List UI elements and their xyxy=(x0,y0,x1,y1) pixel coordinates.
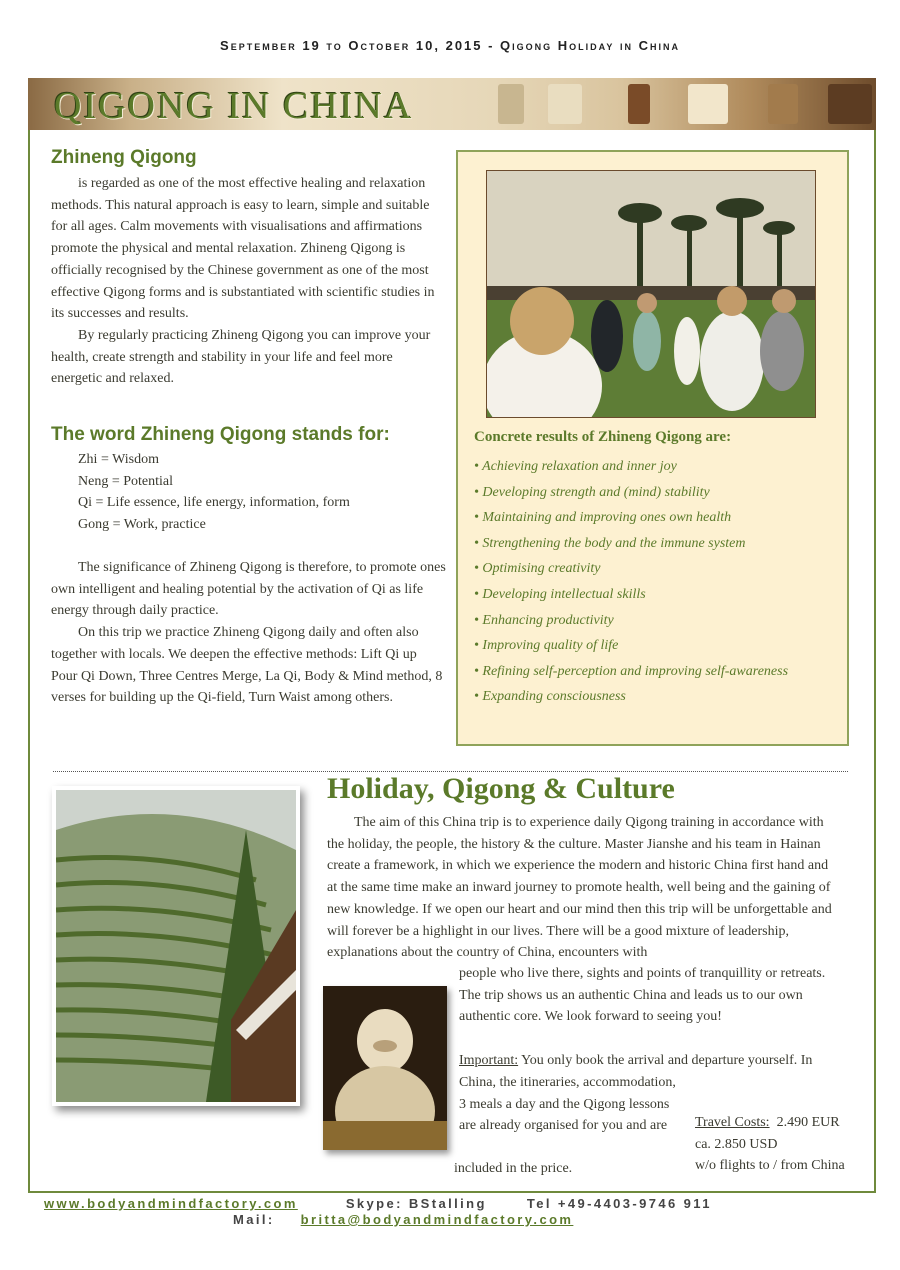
results-list xyxy=(474,454,844,710)
buddha-photo xyxy=(323,986,447,1150)
group-qigong-illustration xyxy=(487,171,816,418)
list-item: • Developing intellectual skills xyxy=(474,586,646,602)
travel-costs-eur: 2.490 EUR xyxy=(776,1115,840,1130)
significance-text xyxy=(51,557,446,709)
travel-costs xyxy=(695,1112,875,1177)
list-item: Gong = Work, practice xyxy=(78,517,206,533)
banner-title: QIGONG IN CHINA xyxy=(54,85,414,127)
tea-plantation-illustration xyxy=(56,790,296,1102)
holiday-heading: Holiday, Qigong & Culture xyxy=(327,772,675,805)
results-heading: Concrete results of Zhineng Qigong are: xyxy=(474,429,732,445)
banner-decoration xyxy=(768,84,798,124)
footer-mail xyxy=(233,1212,573,1227)
tea-plantation-image xyxy=(56,790,296,1102)
holiday-paragraph-continued: people who live there, sights and points of tranquillity or retreats. The trip shows us an authentic China and leads us to our own authentic core. We look forward to seeing you! xyxy=(459,966,826,1025)
list-item: • Expanding consciousness xyxy=(474,689,626,705)
stands-for-list xyxy=(78,449,448,536)
banner-decoration xyxy=(828,84,872,124)
tea-plantation-photo xyxy=(52,786,300,1106)
list-item: Zhi = Wisdom xyxy=(78,452,159,467)
list-item: Qi = Life essence, life energy, information, form xyxy=(78,495,350,511)
list-item: • Refining self-perception and improving self-awareness xyxy=(474,663,789,679)
list-item: • Strengthening the body and the immune system xyxy=(474,535,746,551)
zhineng-description xyxy=(51,173,446,390)
important-end: included in the price. xyxy=(454,1161,573,1176)
group-qigong-photo xyxy=(486,170,816,418)
holiday-paragraph xyxy=(327,812,839,964)
important-label: Important: xyxy=(459,1053,519,1068)
banner-decoration xyxy=(548,84,582,124)
mail-label: Mail: xyxy=(233,1212,275,1227)
list-item: • Maintaining and improving ones own health xyxy=(474,510,732,526)
skype-contact: Skype: BStalling xyxy=(345,1196,487,1211)
list-item: • Developing strength and (mind) stability xyxy=(474,484,710,500)
page-header-title: September 19 to October 10, 2015 - Qigong Holiday in China xyxy=(220,38,680,53)
travel-costs-line xyxy=(695,1112,875,1134)
banner-decoration xyxy=(688,84,728,124)
significance-paragraph-2: On this trip we practice Zhineng Qigong daily and often also together with locals. We deepen the effective methods: Lift Qi up Pour Qi Down, Three Centres Merge, La Qi, Body & Mind method, 8 verses for building up the Qi-field, Turn Waist among others. xyxy=(51,625,443,706)
banner-decoration xyxy=(628,84,650,124)
list-item: • Achieving relaxation and inner joy xyxy=(474,459,677,474)
list-item: Neng = Potential xyxy=(78,473,173,489)
travel-costs-usd: ca. 2.850 USD xyxy=(695,1136,778,1152)
holiday-paragraph-1: The aim of this China trip is to experience daily Qigong training in accordance with the holiday, the people, the history & the culture. Master Jianshe and his team in Hainan create a framework, in which we experience the modern and historic China first hand and at the same time make an inward journey to promote health, well being and the gaining of new knowledge. If we open our heart and our mind then this trip will be unforgettable and will forever be a highlight in our lives. There will be a good mixture of leadership, explanations about the country of China, encounters with xyxy=(327,815,832,961)
list-item: • Improving quality of life xyxy=(474,638,619,654)
travel-costs-label: Travel Costs: xyxy=(695,1115,770,1130)
zhineng-paragraph-2: By regularly practicing Zhineng Qigong you can improve your health, create strength and stability in your life and feel more energetic and relaxed. xyxy=(51,327,431,387)
important-note xyxy=(459,1050,855,1072)
list-item: • Optimising creativity xyxy=(474,561,601,577)
email-link[interactable]: britta@bodyandmindfactory.com xyxy=(300,1212,574,1227)
website-link[interactable]: www.bodyandmindfactory.com xyxy=(44,1196,298,1211)
stands-for-heading: The word Zhineng Qigong stands for: xyxy=(51,424,390,445)
title-banner xyxy=(28,78,876,130)
important-text: You only book the arrival and departure yourself. In xyxy=(518,1053,813,1068)
footer-contacts xyxy=(44,1196,874,1211)
banner-decoration xyxy=(498,84,524,124)
significance-paragraph-1: The significance of Zhineng Qigong is therefore, to promote ones own intelligent and healing potential by the activation of Qi as life energy through daily practice. xyxy=(51,560,446,619)
important-details: China, the itineraries, accommodation, 3 meals a day and the Qigong lessons are already organised for you and are xyxy=(459,1075,676,1134)
buddha-illustration xyxy=(323,986,447,1150)
list-item: • Enhancing productivity xyxy=(474,612,614,628)
zhineng-paragraph-1: is regarded as one of the most effective healing and relaxation methods. This natural approach is easy to learn, simple and suitable for all ages. Calm movements with visualisations and affirmations promote the physical and mental relaxation. Zhineng Qigong is officially recognised by the Chinese government as one of the most effective Qigong forms and is substantiated with scientific studies in its successes and results. xyxy=(51,176,435,322)
zhineng-qigong-heading: Zhineng Qigong xyxy=(51,147,197,168)
phone-contact: Tel +49-4403-9746 911 xyxy=(526,1196,712,1211)
travel-costs-note: w/o flights to / from China xyxy=(695,1158,845,1174)
